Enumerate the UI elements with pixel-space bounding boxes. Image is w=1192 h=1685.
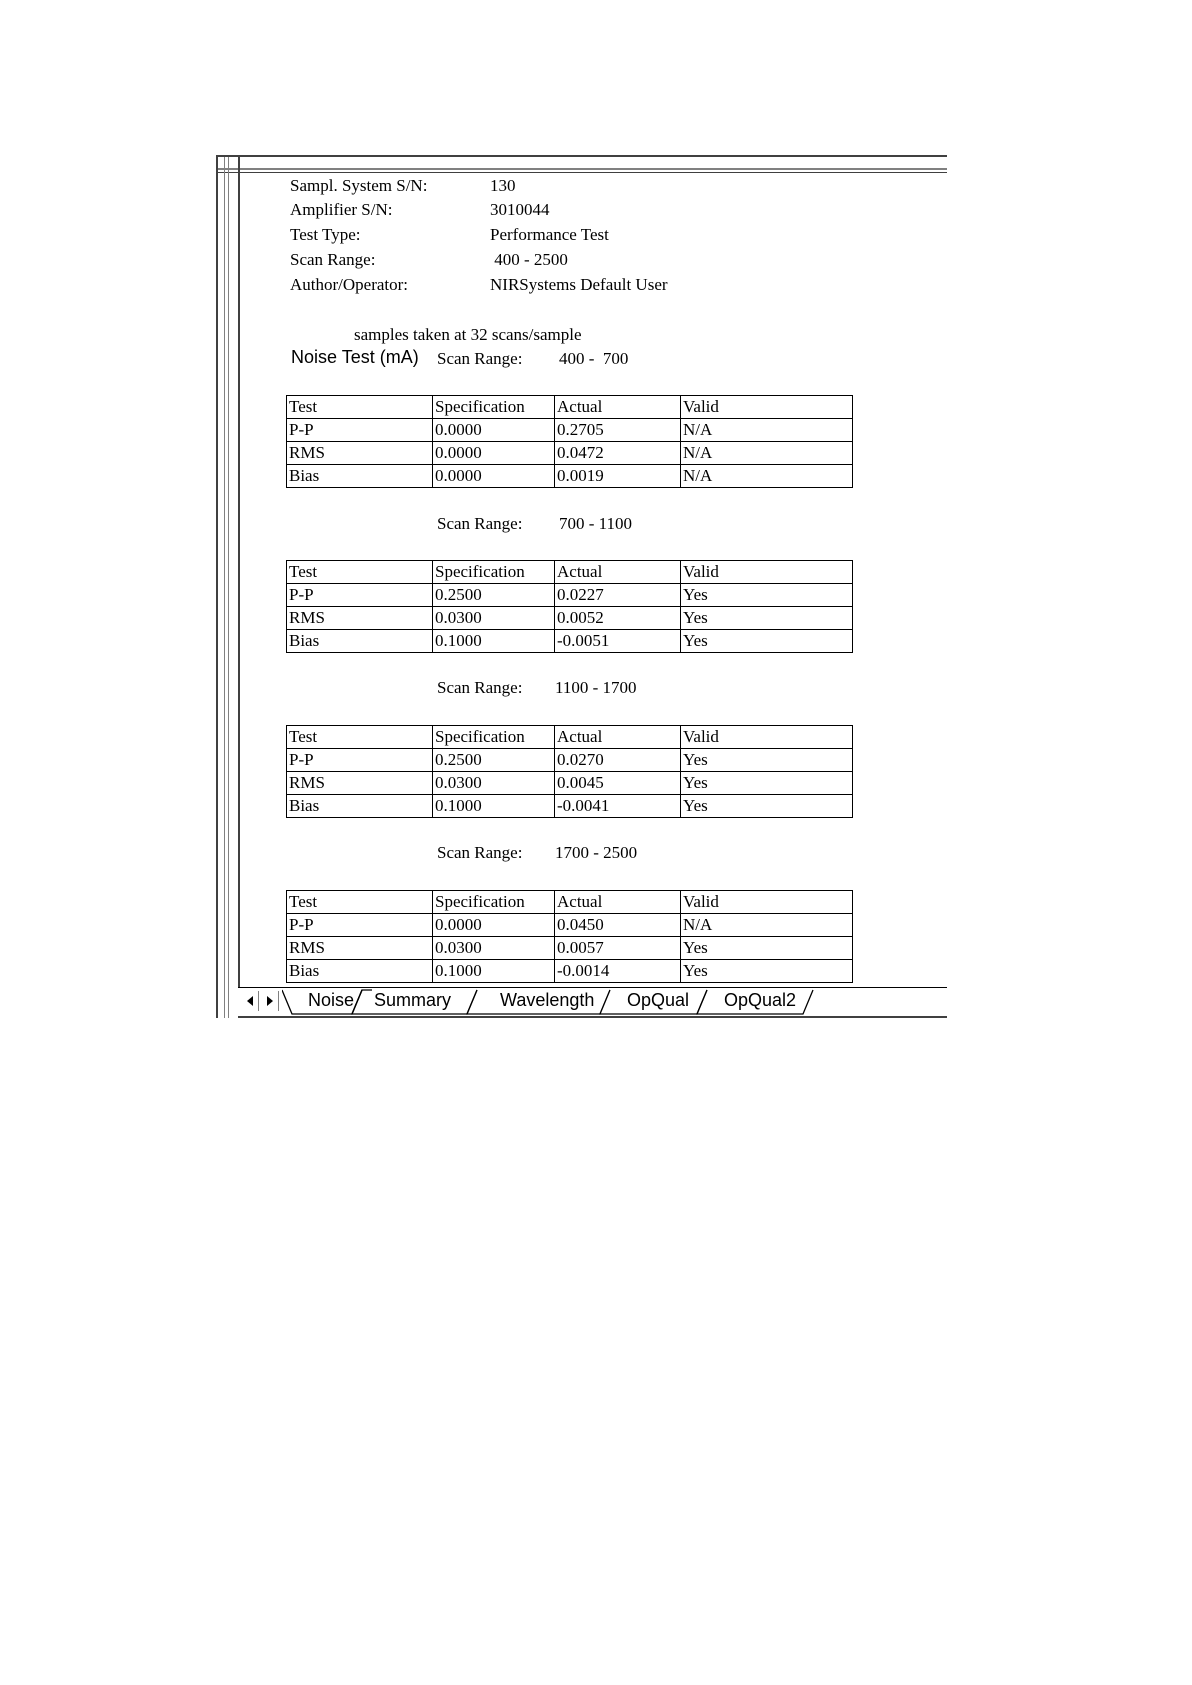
table-cell[interactable]: -0.0014 [555,960,681,983]
table-cell[interactable]: 0.1000 [433,630,555,653]
scan-range-value: 400 - 700 [559,349,629,368]
tab-bar-bottom-border [238,1016,947,1018]
info-value: NIRSystems Default User [490,275,668,294]
noise-test-title: Noise Test (mA) [291,347,419,367]
table-cell[interactable]: Specification [433,396,555,419]
table-row [287,584,853,607]
table-cell[interactable]: 0.0052 [555,607,681,630]
table-cell[interactable]: Specification [433,726,555,749]
tab-opqual[interactable]: OpQual [627,990,690,1010]
tab-summary[interactable]: Summary [374,990,452,1010]
table-cell[interactable]: 0.1000 [433,795,555,818]
scan-range-label: Scan Range: [437,678,523,697]
triangle-right-icon[interactable] [262,991,279,1011]
scan-range-value: 1100 - 1700 [555,678,637,697]
table-cell[interactable]: RMS [287,607,433,630]
table-cell[interactable]: 0.0000 [433,465,555,488]
scan-range-label: Scan Range: [437,349,523,368]
tab-opqual2[interactable]: OpQual2 [724,990,797,1010]
table-row [287,419,853,442]
table-cell[interactable]: RMS [287,772,433,795]
table-cell[interactable]: 0.0000 [433,419,555,442]
table-row [287,465,853,488]
tab-noise[interactable]: Noise [308,990,355,1010]
table-cell[interactable]: Yes [681,584,853,607]
table-cell[interactable]: Bias [287,795,433,818]
table-row [287,607,853,630]
table-header-row [287,561,853,584]
table-row [287,960,853,983]
table-cell[interactable]: Yes [681,960,853,983]
scan-range-label: Scan Range: [437,514,523,533]
table-cell[interactable]: P-P [287,749,433,772]
table-cell[interactable]: 0.0300 [433,607,555,630]
table-cell[interactable]: Valid [681,396,853,419]
table-cell[interactable]: Actual [555,726,681,749]
table-cell[interactable]: 0.0227 [555,584,681,607]
table-cell[interactable]: Actual [555,561,681,584]
table-cell[interactable]: -0.0051 [555,630,681,653]
info-label: Sampl. System S/N: [290,176,428,195]
table-cell[interactable]: 0.0472 [555,442,681,465]
table-cell[interactable]: Bias [287,960,433,983]
table-cell[interactable]: 0.0045 [555,772,681,795]
table-cell[interactable]: 0.2500 [433,584,555,607]
table-cell[interactable]: P-P [287,584,433,607]
table-cell[interactable]: Yes [681,937,853,960]
scan-range-value: 700 - 1100 [559,514,633,533]
noise-table-4 [286,890,853,983]
table-row [287,442,853,465]
table-header-row [287,726,853,749]
info-label: Author/Operator: [290,275,409,294]
info-label: Scan Range: [290,250,376,269]
table-cell[interactable]: Valid [681,726,853,749]
table-cell[interactable]: Test [287,891,433,914]
table-cell[interactable]: Test [287,561,433,584]
table-cell[interactable]: 0.0300 [433,937,555,960]
window-left-border [218,157,240,1018]
table-cell[interactable]: P-P [287,914,433,937]
table-cell[interactable]: Yes [681,795,853,818]
worksheet-area[interactable] [242,175,947,988]
table-cell[interactable]: RMS [287,937,433,960]
info-value: Performance Test [490,225,609,244]
table-row [287,937,853,960]
window-top-border [218,157,947,170]
table-row [287,749,853,772]
table-cell[interactable]: RMS [287,442,433,465]
table-cell[interactable]: 0.1000 [433,960,555,983]
info-label: Test Type: [290,225,361,244]
table-header-row [287,891,853,914]
table-row [287,914,853,937]
table-cell[interactable]: N/A [681,419,853,442]
table-cell[interactable]: 0.2705 [555,419,681,442]
noise-table-2 [286,560,853,653]
table-row [287,772,853,795]
table-cell[interactable]: 0.0450 [555,914,681,937]
table-cell[interactable]: P-P [287,419,433,442]
table-cell[interactable]: Actual [555,396,681,419]
table-cell[interactable]: 0.0019 [555,465,681,488]
table-cell[interactable]: 0.0300 [433,772,555,795]
table-cell[interactable]: 0.0000 [433,442,555,465]
table-cell[interactable]: N/A [681,465,853,488]
table-cell[interactable]: N/A [681,914,853,937]
table-cell[interactable]: 0.0270 [555,749,681,772]
table-cell[interactable]: Yes [681,607,853,630]
table-cell[interactable]: 0.2500 [433,749,555,772]
noise-table-1 [286,395,853,488]
table-cell[interactable]: N/A [681,442,853,465]
table-cell[interactable]: Specification [433,891,555,914]
info-value: 3010044 [490,200,550,219]
noise-table-3 [286,725,853,818]
table-cell[interactable]: Yes [681,772,853,795]
table-cell[interactable]: Actual [555,891,681,914]
table-cell[interactable]: Bias [287,465,433,488]
scan-range-label: Scan Range: [437,843,523,862]
table-cell[interactable]: Valid [681,561,853,584]
table-cell[interactable]: Test [287,396,433,419]
info-value: 400 - 2500 [490,250,568,269]
tab-wavelength[interactable]: Wavelength [500,990,595,1010]
table-cell[interactable]: Yes [681,749,853,772]
table-header-row [287,396,853,419]
triangle-left-icon[interactable] [242,991,259,1011]
table-cell[interactable]: 0.0000 [433,914,555,937]
table-cell[interactable]: -0.0041 [555,795,681,818]
samples-note: samples taken at 32 scans/sample [354,325,582,344]
table-cell[interactable]: Valid [681,891,853,914]
table-cell[interactable]: Test [287,726,433,749]
table-cell[interactable]: Specification [433,561,555,584]
table-cell[interactable]: Bias [287,630,433,653]
table-row [287,795,853,818]
info-value: 130 [490,176,516,195]
scan-range-value: 1700 - 2500 [555,843,638,862]
table-row [287,630,853,653]
info-label: Amplifier S/N: [290,200,393,219]
table-cell[interactable]: Yes [681,630,853,653]
table-cell[interactable]: 0.0057 [555,937,681,960]
sheet-tab-bar [238,987,947,1018]
spreadsheet-window [216,155,947,1018]
